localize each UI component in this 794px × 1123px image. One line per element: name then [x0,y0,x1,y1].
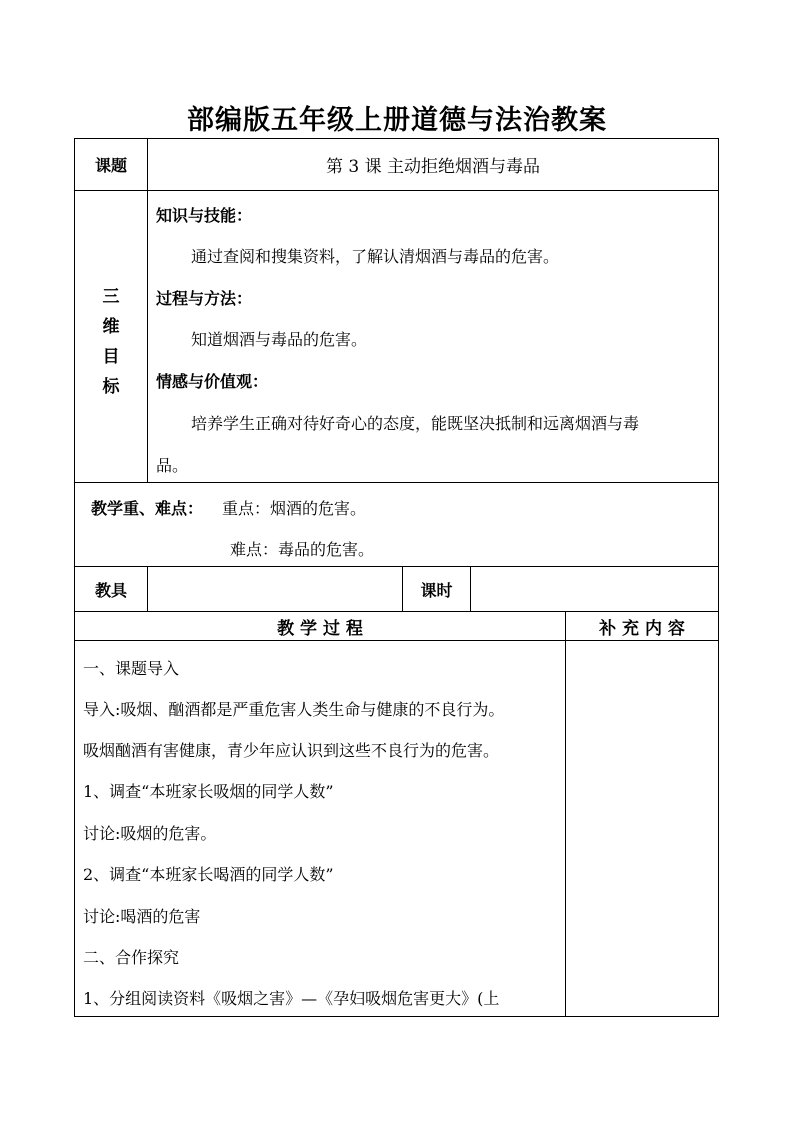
goal-heading-process: 过程与方法： [156,289,253,308]
process-line: 二、合作探究 [83,948,180,967]
goals-label [75,282,147,402]
supplement-content [566,641,719,1017]
lesson-plan-table [74,138,719,1017]
process-line: 一、课题导入 [83,659,180,678]
goal-text-knowledge: 通过查阅和搜集资料，了解认清烟酒与毒品的危害。 [191,247,560,266]
tools-label: 教具 [75,567,148,612]
topic-label: 课题 [75,139,148,191]
goals-label-char: 维 [102,317,120,337]
hours-value [471,567,719,612]
goals-label-cell [75,191,148,483]
process-content [75,641,566,1017]
goals-content [148,191,719,483]
keypoints-line1: 重点：烟酒的危害。 [222,499,367,518]
goals-label-char: 三 [102,287,120,307]
goal-text-emotion-line1: 培养学生正确对待好奇心的态度，能既坚决抵制和远离烟酒与毒 [191,414,640,433]
process-line: 1、分组阅读资料《吸烟之害》—《孕妇吸烟危害更大》(上 [83,989,500,1008]
process-line: 2、调查“本班家长喝酒的同学人数” [83,865,334,884]
goal-text-process: 知道烟酒与毒品的危害。 [191,330,368,349]
supplement-header: 补 充 内 容 [566,612,719,641]
process-line: 讨论:喝酒的危害 [83,907,201,926]
goal-text-emotion-line2: 品。 [156,456,189,475]
goals-label-char: 目 [102,347,120,367]
goals-label-char: 标 [102,377,120,397]
tools-value [148,567,403,612]
goal-heading-knowledge: 知识与技能： [156,206,253,225]
process-line: 1、调查“本班家长吸烟的同学人数” [83,782,334,801]
goal-heading-emotion: 情感与价值观： [156,372,269,391]
keypoints-line2: 难点：毒品的危害。 [230,540,375,559]
hours-label: 课时 [403,567,471,612]
process-line: 导入:吸烟、酗酒都是严重危害人类生命与健康的不良行为。 [83,700,505,719]
process-header: 教 学 过 程 [75,612,566,641]
keypoints-label: 教学重、难点： [91,499,204,518]
page-title: 部编版五年级上册道德与法治教案 [187,105,607,136]
process-line: 吸烟酗酒有害健康，青少年应认识到这些不良行为的危害。 [83,741,500,760]
topic-value: 第 3 课 主动拒绝烟酒与毒品 [148,139,719,191]
process-line: 讨论:吸烟的危害。 [83,824,217,843]
keypoints-cell [75,483,719,567]
